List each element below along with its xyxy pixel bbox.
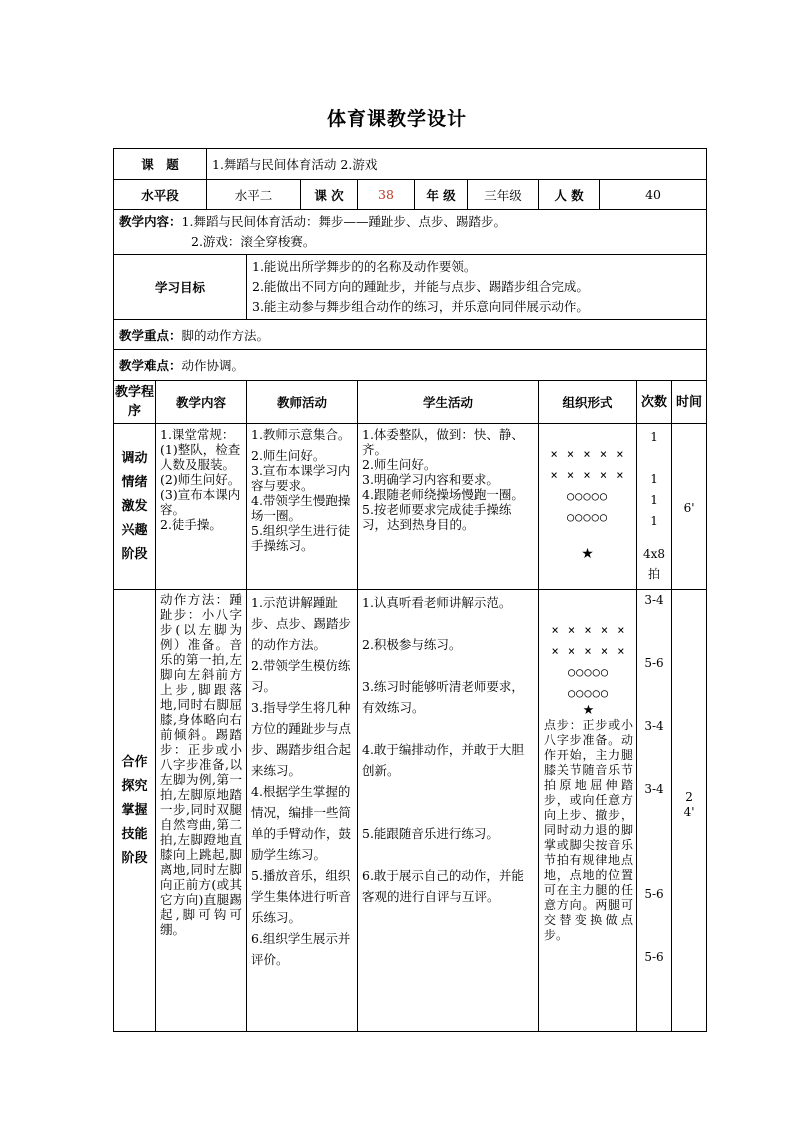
- stage2-times: 3-4: [644, 719, 664, 733]
- stage1-name: 调动情绪激发兴趣阶段: [114, 424, 156, 590]
- teacher-star-icon: ★: [581, 546, 594, 562]
- stage1-content-item: (3)宣布本课内容。: [160, 487, 241, 517]
- formation-row: ○○○○○: [566, 510, 609, 524]
- stage1-student-item: 5.按老师要求完成徒手操练习，达到热身目的。: [362, 502, 512, 532]
- formation-row: ○○○○○: [567, 686, 610, 700]
- stage2-times: 3-4: [644, 782, 664, 796]
- stage2-teacher-item: 4.根据学生掌握的情况，编排一些简单的手臂动作，鼓励学生练习。: [251, 784, 352, 862]
- stage1-student-item: 1.体委整队，做到：快、静、齐。: [362, 427, 524, 457]
- stage2-times: 3-4: [644, 593, 664, 607]
- page-title: 体育课教学设计: [326, 108, 467, 130]
- lesson-value: 38: [358, 180, 415, 210]
- stage2-teacher-item: 6.组织学生展示并评价。: [251, 931, 351, 967]
- formation-row: ○○○○○: [567, 665, 610, 679]
- level-value: 水平二: [207, 180, 301, 210]
- stage2-times: 5-6: [644, 656, 664, 670]
- key-point-label: 教学重点：: [119, 327, 182, 343]
- stage1-content-item: (2)师生问好。: [160, 472, 241, 487]
- topic-label: 课 题: [114, 149, 207, 180]
- stage2-row: [114, 590, 707, 1032]
- stage1-content-item: 1.课堂常规：: [160, 427, 235, 442]
- col-teacher: 教师活动: [247, 381, 358, 424]
- stage2-duration: 24': [672, 590, 707, 1032]
- stage1-times: 1: [650, 514, 658, 528]
- grade-label: 年 级: [415, 180, 468, 210]
- stage2-teacher-item: 3.指导学生将几种方位的踵趾步与点步、踢踏步组合起来练习。: [251, 700, 352, 778]
- stage2-teacher-item: 2.带领学生模仿练习。: [251, 658, 351, 694]
- key-point-value: 脚的动作方法。: [181, 327, 270, 343]
- goal-item: 1.能说出所学舞步的的名称及动作要领。: [252, 259, 477, 274]
- stage2-student-item: 4.敢于编排动作，并敢于大胆创新。: [362, 742, 524, 778]
- goals-row: [114, 255, 707, 320]
- stage2-teacher-item: 5.播放音乐，组织学生集体进行听音乐练习。: [251, 868, 352, 925]
- formation-row: × × × × ×: [551, 623, 626, 637]
- topic-value: 1.舞蹈与民间体育活动 2.游戏: [207, 149, 707, 180]
- teacher-star-icon: ★: [582, 703, 595, 718]
- col-duration: 时间: [672, 381, 707, 424]
- stage2-teacher-item: 1.示范讲解踵趾步、点步、踢踏步的动作方法。: [251, 595, 352, 652]
- lesson-plan-table: [113, 148, 707, 1032]
- stage2-content: 动作方法：踵趾步：小八字步(以左脚为例）准备。音乐的第一拍,左脚向左斜前方上步,脚跟落地,同时右脚屈膝,身体略向右前倾斜。踢踏步：正步或小八字步准备,以左脚为例,第一拍,左脚原地踏一步,同时双腿自然弯曲,第二拍,左脚蹬地直膝向上跳起,脚离地,同时左脚向正前方(或其它方向)直腿踢起,脚可钩可绷。: [156, 590, 247, 1032]
- col-student: 学生活动: [358, 381, 539, 424]
- stage2-student-item: 6.敢于展示自己的动作，并能客观的进行自评与互评。: [362, 868, 524, 904]
- difficulty-label: 教学难点：: [119, 358, 182, 373]
- stage1-times: 1: [650, 472, 658, 486]
- key-point-row: [114, 320, 707, 350]
- people-value: 40: [600, 180, 707, 210]
- topic-row: [114, 149, 707, 180]
- stage2-times: 5-6: [644, 887, 664, 901]
- stage1-duration: 6': [672, 424, 707, 590]
- stage2-student-item: 5.能跟随音乐进行练习。: [362, 826, 499, 841]
- lesson-label: 课 次: [301, 180, 358, 210]
- stage1-student-item: 4.跟随老师绕操场慢跑一圈。: [362, 487, 524, 502]
- stage1-teacher-item: 1.教师示意集合。: [251, 427, 351, 442]
- col-times: 次数: [637, 381, 672, 424]
- stage2-org-text: 点步：正步或小八字步准备。动作开始，主力腿膝关节随音乐节拍原地屈伸踏步，或向任意方向上步、撤步，同时动力退的脚掌或脚尖按音乐节拍有规律地点地，点地的位置可在主力腿的任意方向。两腿可交替变换做点步。: [544, 718, 633, 942]
- stage1-teacher-item: 3.宣布本课学习内容与要求。: [251, 463, 351, 493]
- stage2-times: 5-6: [644, 950, 664, 964]
- goals-label: 学习目标: [114, 255, 247, 320]
- info-row: [114, 180, 707, 210]
- stage1-times: 4x8拍: [643, 547, 666, 581]
- stage2-formation: [539, 590, 637, 1032]
- content-line-2: 2.游戏：滚全穿梭赛。: [191, 234, 316, 249]
- stage1-times: 1: [650, 430, 658, 444]
- goal-item: 3.能主动参与舞步组合动作的练习，并乐意向同伴展示动作。: [252, 299, 589, 314]
- stage2-name: 合作探究掌握技能阶段: [114, 590, 156, 1032]
- stage1-row: [114, 424, 707, 590]
- col-procedure: 教学程序: [114, 381, 156, 424]
- difficulty-row: [114, 350, 707, 381]
- stage1-times: 1: [650, 493, 658, 507]
- content-label: 教学内容：: [119, 214, 182, 229]
- grade-value: 三年级: [468, 180, 539, 210]
- content-line-1: 1.舞蹈与民间体育活动：舞步——踵趾步、点步、踢踏步。: [181, 214, 506, 229]
- column-header-row: [114, 381, 707, 424]
- stage1-teacher-item: 2.师生问好。: [251, 448, 326, 463]
- stage1-formation: [539, 424, 637, 590]
- stage1-student-item: 2.师生问好。: [362, 457, 437, 472]
- col-organization: 组织形式: [539, 381, 637, 424]
- content-row: [114, 210, 707, 255]
- stage1-teacher-item: 5.组织学生进行徒手操练习。: [251, 523, 351, 553]
- formation-row: × × × × ×: [550, 447, 625, 461]
- stage2-student-item: 2.积极参与练习。: [362, 637, 462, 652]
- formation-row: × × × × ×: [551, 644, 626, 658]
- difficulty-value: 动作协调。: [181, 358, 245, 373]
- formation-row: ○○○○○: [566, 489, 609, 503]
- stage2-student-item: 1.认真听看老师讲解示范。: [362, 595, 512, 610]
- people-label: 人 数: [539, 180, 600, 210]
- stage1-student-item: 3.明确学习内容和要求。: [362, 472, 499, 487]
- level-label: 水平段: [114, 180, 207, 210]
- stage2-student-item: 3.练习时能够听清老师要求，有效练习。: [362, 679, 524, 715]
- goal-item: 2.能做出不同方向的踵趾步，并能与点步、踢踏步组合完成。: [252, 279, 589, 294]
- col-content: 教学内容: [156, 381, 247, 424]
- stage1-content-item: (1)整队，检查人数及服装。: [160, 442, 241, 472]
- formation-row: × × × × ×: [550, 468, 625, 482]
- stage1-content-item: 2.徒手操。: [160, 517, 222, 532]
- stage1-teacher-item: 4.带领学生慢跑操场一圈。: [251, 493, 351, 523]
